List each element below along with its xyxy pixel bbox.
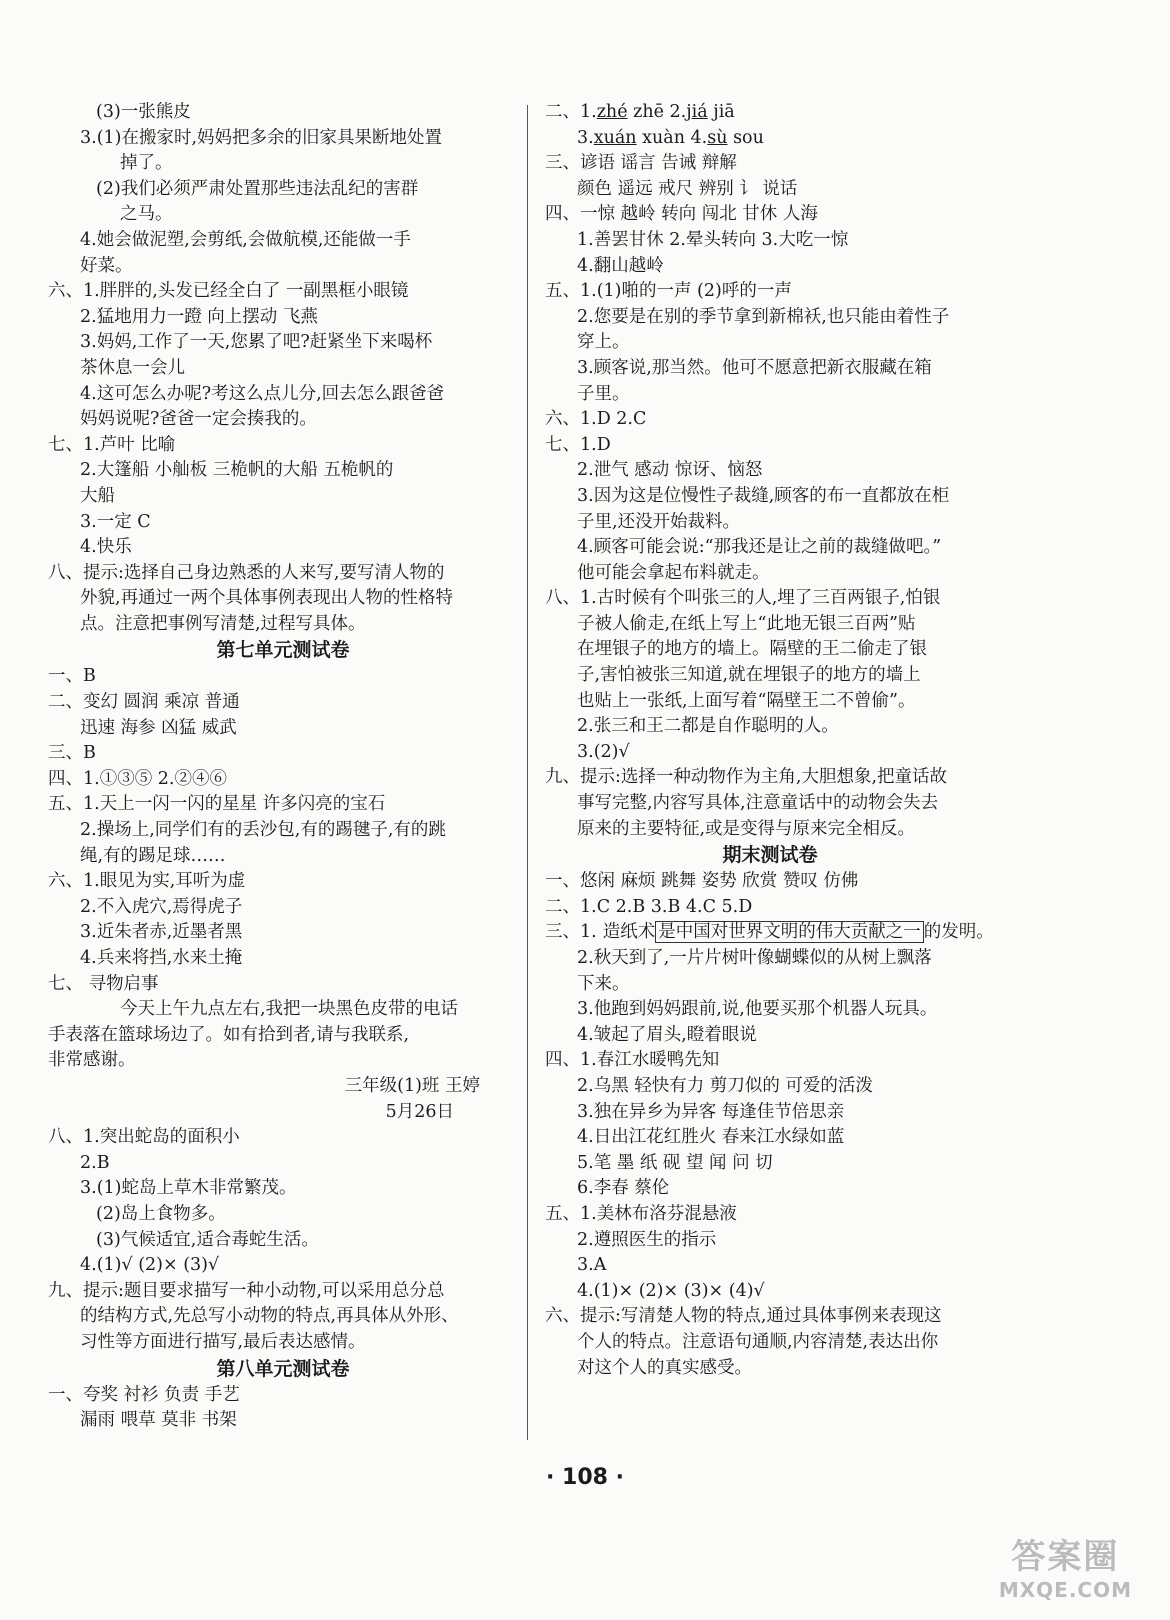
answer-line: 3.(2)√: [577, 741, 630, 762]
answer-line: 2.您要是在别的季节拿到新棉袄,也只能由着性子: [577, 306, 950, 327]
answer-line: 3.xuán xuàn 4.sù sou: [577, 127, 764, 148]
answer-line: 4.顾客可能会说:“那我还是让之前的裁缝做吧。”: [577, 537, 942, 558]
answer-line: 六、提示:写清楚人物的特点,通过具体事例来表现这: [545, 1306, 942, 1327]
answer-line: 3.妈妈,工作了一天,您累了吧?赶紧坐下来喝杯: [80, 332, 433, 353]
answer-line: 六、1.D 2.C: [545, 409, 647, 430]
answer-line: 五、1.美林布洛芬混悬液: [545, 1203, 737, 1224]
answer-line: 子被人偷走,在纸上写上“此地无银三百两”贴: [577, 613, 916, 634]
answer-line: (2)我们必须严肃处置那些违法乱纪的害群: [96, 178, 419, 199]
answer-line: 4.翻山越岭: [577, 255, 664, 276]
answer-line: 3.(1)在搬家时,妈妈把多余的旧家具果断地处置: [80, 127, 443, 148]
answer-line: 原来的主要特征,或是变得与原来完全相反。: [577, 818, 916, 839]
answer-line: 六、1.眼见为实,耳听为虚: [48, 871, 246, 892]
answer-line: 一、悠闲 麻烦 跳舞 姿势 欣赏 赞叹 仿佛: [545, 871, 859, 892]
answer-line: 5月26日: [385, 1101, 454, 1122]
answer-line: 5.笔 墨 纸 砚 望 闻 问 切: [577, 1152, 773, 1173]
answer-line: 漏雨 喂草 莫非 书架: [80, 1410, 237, 1431]
right-column: [545, 100, 995, 1381]
answer-line: 一、夸奖 衬衫 负责 手艺: [48, 1384, 240, 1405]
answer-line: 对这个人的真实感受。: [577, 1357, 752, 1378]
answer-line: (3)一张熊皮: [96, 102, 191, 122]
answer-line: 2.秋天到了,一片片树叶像蝴蝶似的从树上飘落: [577, 948, 932, 968]
answer-line: 子,害怕被张三知道,就在埋银子的地方的墙上: [577, 665, 921, 686]
boxed-phrase: 是中国对世界文明的伟大贡献之一: [655, 921, 924, 943]
watermark-logo: [999, 1529, 1132, 1602]
answer-line: 子里,还没开始裁料。: [577, 511, 741, 532]
answer-line: 2.乌黑 轻快有力 剪刀似的 可爱的活泼: [577, 1075, 873, 1096]
answer-line: 之马。: [120, 204, 173, 225]
answer-line: 6.李春 蔡伦: [577, 1178, 670, 1199]
answer-line: 掉了。: [120, 153, 173, 174]
boxed-subject: 造纸术: [602, 922, 656, 943]
answer-line: 也贴上一张纸,上面写着“隔壁王二不曾偷”。: [577, 690, 916, 711]
answer-line: 在埋银子的地方的墙上。隔壁的王二偷走了银: [577, 639, 927, 660]
section-heading: 第七单元测试卷: [216, 639, 350, 662]
answer-line: 今天上午九点左右,我把一块黑色皮带的电话: [120, 999, 459, 1020]
answer-line: 七、1.D: [545, 434, 611, 455]
boxed-answer-line: [545, 920, 995, 946]
answer-line: 2.操场上,同学们有的丢沙包,有的踢毽子,有的跳: [80, 820, 446, 841]
watermark-top: 答案圈: [1011, 1537, 1120, 1577]
boxed-prefix: 三、1.: [545, 922, 597, 943]
answer-line: 4.(1)√ (2)× (3)√: [80, 1255, 220, 1276]
column-divider: [527, 105, 528, 1440]
answer-line: 3.独在异乡为异客 每逢佳节倍思亲: [577, 1101, 845, 1122]
answer-line: 二、1.C 2.B 3.B 4.C 5.D: [545, 896, 753, 917]
answer-line: 下来。: [577, 973, 630, 994]
answer-line: 2.泄气 感动 惊讶、恼怒: [577, 460, 763, 481]
answer-line: 2.张三和王二都是自作聪明的人。: [577, 716, 839, 737]
left-column: [48, 100, 518, 1434]
answer-line: 3.因为这是位慢性子裁缝,顾客的布一直都放在柜: [577, 485, 950, 506]
answer-line: 一、B: [48, 666, 96, 687]
answer-line: 六、1.胖胖的,头发已经全白了 一副黑框小眼镜: [48, 281, 409, 302]
answer-line: 颜色 遥远 戒尺 辨别 讠 说话: [577, 178, 798, 199]
answer-line: 三、谚语 谣言 告诫 辩解: [545, 153, 737, 174]
boxed-suffix: 的发明。: [923, 922, 994, 943]
answer-line: 三、B: [48, 743, 96, 764]
answer-line: 3.近朱者赤,近墨者黑: [80, 922, 243, 943]
answer-line: 手表落在篮球场边了。如有拾到者,请与我联系,: [48, 1024, 410, 1045]
answer-line: 子里。: [577, 383, 630, 404]
answer-line: 外貌,再通过一两个具体事例表现出人物的性格特: [80, 588, 454, 609]
answer-line: 穿上。: [577, 332, 630, 353]
section-heading: 第八单元测试卷: [216, 1357, 350, 1380]
answer-line: 4.皱起了眉头,瞪着眼说: [577, 1024, 757, 1045]
page-number: · 108 ·: [546, 1465, 624, 1490]
answer-line: 4.(1)× (2)× (3)× (4)√: [577, 1280, 765, 1301]
answer-line: 4.兵来将挡,水来土掩: [80, 948, 243, 968]
answer-line: 九、提示:题目要求描写一种小动物,可以采用总分总: [48, 1280, 445, 1301]
answer-line: 七、 寻物启事: [48, 973, 159, 994]
answer-line: 四、一惊 越岭 转向 闯北 甘休 人海: [545, 204, 818, 225]
answer-line: 大船: [80, 485, 115, 506]
answer-line: (3)气候适宜,适合毒蛇生活。: [96, 1229, 319, 1250]
answer-line: (2)岛上食物多。: [96, 1203, 226, 1224]
answer-line: 3.一定 C: [80, 511, 151, 532]
answer-line: 非常感谢。: [48, 1050, 136, 1071]
answer-line: 妈妈说呢?爸爸一定会揍我的。: [80, 409, 317, 430]
answer-line: 2.大篷船 小舢板 三桅帆的大船 五桅帆的: [80, 460, 394, 481]
answer-line: 四、1.①③⑤ 2.②④⑥: [48, 768, 227, 789]
answer-line: 绳,有的踢足球……: [80, 845, 226, 866]
answer-line: 迅速 海参 凶猛 威武: [80, 717, 237, 738]
answer-line: 1.善罢甘休 2.晕头转向 3.大吃一惊: [577, 229, 849, 250]
answer-line: 4.快乐: [80, 537, 132, 558]
answer-line: 3.顾客说,那当然。他可不愿意把新衣服藏在箱: [577, 357, 932, 378]
answer-line: 茶休息一会儿: [80, 357, 185, 378]
watermark-bottom: MXQE.COM: [998, 1578, 1132, 1602]
answer-line: 4.这可怎么办呢?考这么点儿分,回去怎么跟爸爸: [80, 383, 445, 404]
answer-line: 九、提示:选择一种动物作为主角,大胆想象,把童话故: [545, 767, 948, 788]
answer-line: 的结构方式,先总写小动物的特点,再具体从外形、: [80, 1306, 459, 1327]
answer-line: 点。注意把事例写清楚,过程写具体。: [80, 613, 366, 634]
answer-line: 个人的特点。注意语句通顺,内容清楚,表达出你: [577, 1331, 939, 1352]
answer-line: 五、1.天上一闪一闪的星星 许多闪亮的宝石: [48, 794, 386, 815]
answer-line: 事写完整,内容写具体,注意童话中的动物会失去: [577, 793, 939, 814]
answer-line: 他可能会拿起布料就走。: [577, 562, 770, 583]
answer-line: 二、1.zhé zhē 2.jiá jiā: [545, 102, 735, 122]
answer-line: 2.遵照医生的指示: [577, 1229, 717, 1250]
answer-line: 八、1.突出蛇岛的面积小: [48, 1127, 240, 1148]
answer-line: 四、1.春江水暖鸭先知: [545, 1050, 720, 1071]
answer-line: 3.A: [577, 1255, 607, 1276]
answer-line: 3.他跑到妈妈跟前,说,他要买那个机器人玩具。: [577, 999, 938, 1020]
answer-line: 八、提示:选择自己身边熟悉的人来写,要写清人物的: [48, 562, 445, 583]
answer-line: 习性等方面进行描写,最后表达感情。: [80, 1331, 366, 1352]
answer-line: 八、1.古时候有个叫张三的人,埋了三百两银子,怕银: [545, 588, 941, 609]
answer-line: 4.她会做泥塑,会剪纸,会做航模,还能做一手: [80, 229, 411, 250]
answer-line: 2.B: [80, 1152, 110, 1173]
answer-line: 好菜。: [80, 255, 133, 276]
answer-line: 2.不入虎穴,焉得虎子: [80, 896, 243, 917]
answer-line: 三年级(1)班 王婷: [344, 1075, 480, 1096]
answer-line: 3.(1)蛇岛上草木非常繁茂。: [80, 1178, 297, 1199]
section-heading: 期末测试卷: [722, 844, 818, 867]
answer-line: 二、变幻 圆润 乘凉 普通: [48, 692, 240, 713]
answer-line: 4.日出江花红胜火 春来江水绿如蓝: [577, 1127, 845, 1148]
answer-line: 七、1.芦叶 比喻: [48, 434, 176, 455]
answer-line: 2.猛地用力一蹬 向上摆动 飞燕: [80, 306, 318, 327]
answer-line: 五、1.(1)啪的一声 (2)呼的一声: [545, 281, 792, 302]
